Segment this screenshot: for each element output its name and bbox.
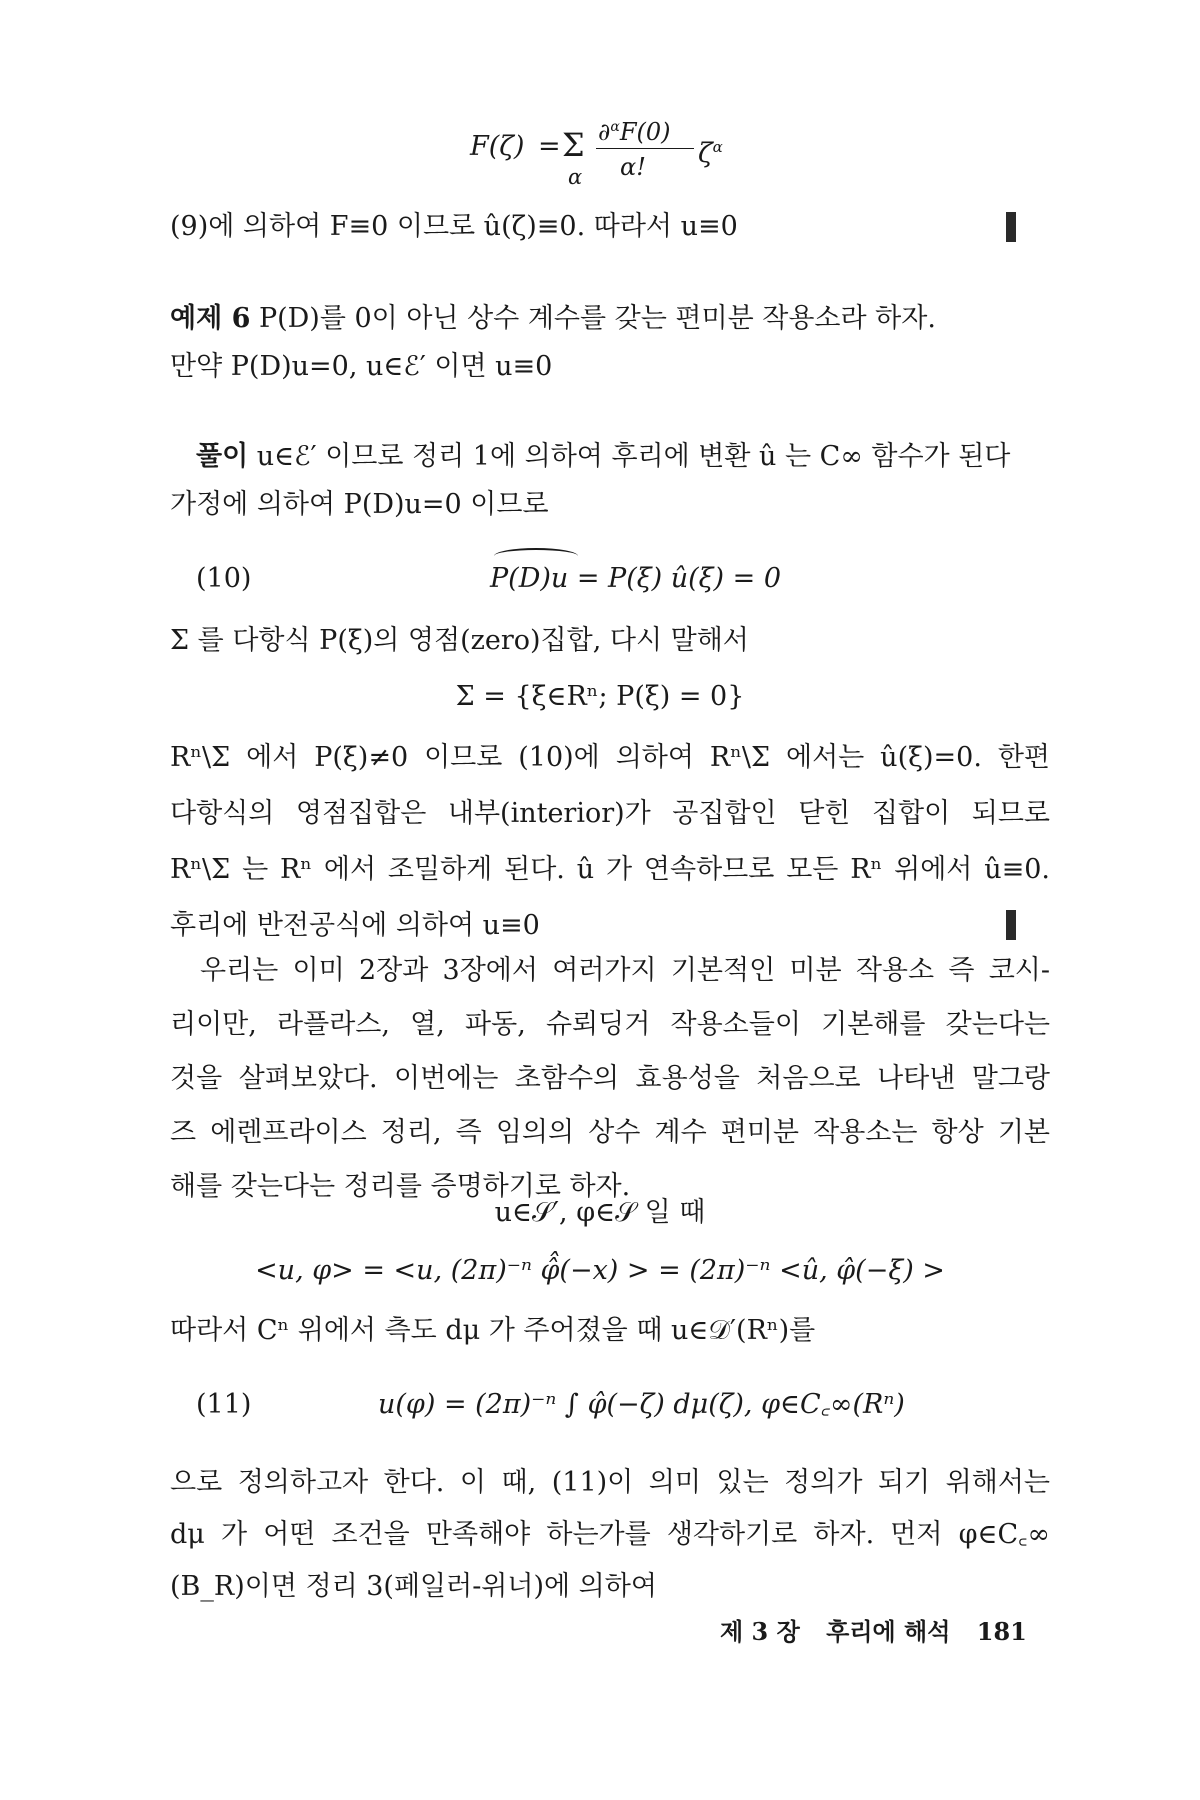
solution-label: 풀이 bbox=[196, 441, 249, 472]
eq10-number: (10) bbox=[196, 563, 252, 594]
formula-F-series: F(ζ) = Σ α ∂$^\alpha$F(0) α! $\zeta^\alpha$ bbox=[470, 118, 723, 189]
page-number: 181 bbox=[976, 1617, 1027, 1646]
example-6-line1 bbox=[170, 296, 936, 342]
para2-line: 다항식의 영점집합은 내부(interior)가 공집합인 닫힌 집합이 되므로 bbox=[170, 798, 1050, 829]
solution-text-1: u∈ℰ′ 이므로 정리 1에 의하여 후리에 변환 û 는 C∞ 함수가 된다 bbox=[256, 441, 1011, 472]
measure-line: 따라서 Cⁿ 위에서 측도 dμ 가 주어졌을 때 u∈𝒟′(Rⁿ)를 bbox=[170, 1315, 816, 1346]
example-text-1: P(D)를 0이 아닌 상수 계수를 갖는 편미분 작용소라 하자. bbox=[258, 303, 936, 334]
paragraph-4 bbox=[170, 1460, 1050, 1610]
eq11-formula: u(φ) = (2π)⁻ⁿ ∫ φ̂(−ζ) dμ(ζ), φ∈C꜀∞(Rⁿ) bbox=[378, 1389, 905, 1420]
para2-line: Rⁿ\Σ 에서 P(ξ)≠0 이므로 (10)에 의하여 Rⁿ\Σ 에서는 û(ξ)=0. 한편 bbox=[170, 742, 1050, 773]
para2-line: 후리에 반전공식에 의하여 u≡0 bbox=[170, 910, 540, 941]
page-footer bbox=[720, 1612, 1045, 1647]
sigma-definition: Σ 를 다항식 P(ξ)의 영점(zero)집합, 다시 말해서 bbox=[170, 625, 749, 656]
footer-title: 후리에 해석 bbox=[826, 1617, 951, 1646]
para3-line: 즈 에렌프라이스 정리, 즉 임의의 상수 계수 편미분 작용소는 항상 기본 bbox=[170, 1117, 1050, 1148]
solution-line2: 가정에 의하여 P(D)u=0 이므로 bbox=[170, 489, 549, 520]
para3-line: 리이만, 라플라스, 열, 파동, 슈뢰딩거 작용소들이 기본해를 갖는다는 bbox=[170, 1009, 1050, 1040]
paragraph-2 bbox=[170, 735, 1050, 949]
footer-chapter: 제 3 장 bbox=[720, 1617, 800, 1646]
solution-line1 bbox=[196, 434, 1010, 480]
paragraph-3 bbox=[170, 948, 1050, 1210]
example-label: 예제 6 bbox=[170, 303, 251, 334]
line-9: (9)에 의하여 F≡0 이므로 û(ζ)≡0. 따라서 u≡0 bbox=[170, 211, 738, 242]
qed-mark bbox=[1006, 212, 1016, 242]
qed-mark-2 bbox=[1006, 910, 1016, 940]
para4-line: (B_R)이면 정리 3(페일러-위너)에 의하여 bbox=[170, 1571, 657, 1602]
sigma-set: Σ = {ξ∈Rⁿ; P(ξ) = 0} bbox=[455, 681, 745, 712]
para2-line: Rⁿ\Σ 는 Rⁿ 에서 조밀하게 된다. û 가 연속하므로 모든 Rⁿ 위에서 û≡0. bbox=[170, 854, 1050, 885]
para4-line: 으로 정의하고자 한다. 이 때, (11)이 의미 있는 정의가 되기 위해서는 bbox=[170, 1467, 1050, 1498]
para3-line: 해를 갖는다는 정리를 증명하기로 하자. bbox=[170, 1171, 631, 1202]
eq10-formula: P(D)u = P(ξ) û(ξ) = 0 bbox=[490, 563, 782, 594]
para3-line: 우리는 이미 2장과 3장에서 여러가지 기본적인 미분 작용소 즉 코시- bbox=[200, 955, 1050, 986]
condition-line: u∈𝒮′, φ∈𝒮 일 때 bbox=[494, 1197, 706, 1228]
example-6-line2: 만약 P(D)u=0, u∈ℰ′ 이면 u≡0 bbox=[170, 351, 553, 382]
eq11-number: (11) bbox=[196, 1389, 252, 1420]
para4-line: dμ 가 어떤 조건을 만족해야 하는가를 생각하기로 하자. 먼저 φ∈C꜀∞ bbox=[170, 1519, 1050, 1550]
eq10-hat-mark bbox=[494, 548, 578, 564]
pairing-formula: <u, φ> = <u, (2π)⁻ⁿ φ̂̂(−x) > = (2π)⁻ⁿ <û, φ̂(−ξ) > bbox=[255, 1255, 945, 1286]
para3-line: 것을 살펴보았다. 이번에는 초함수의 효용성을 처음으로 나타낸 말그랑 bbox=[170, 1063, 1050, 1094]
